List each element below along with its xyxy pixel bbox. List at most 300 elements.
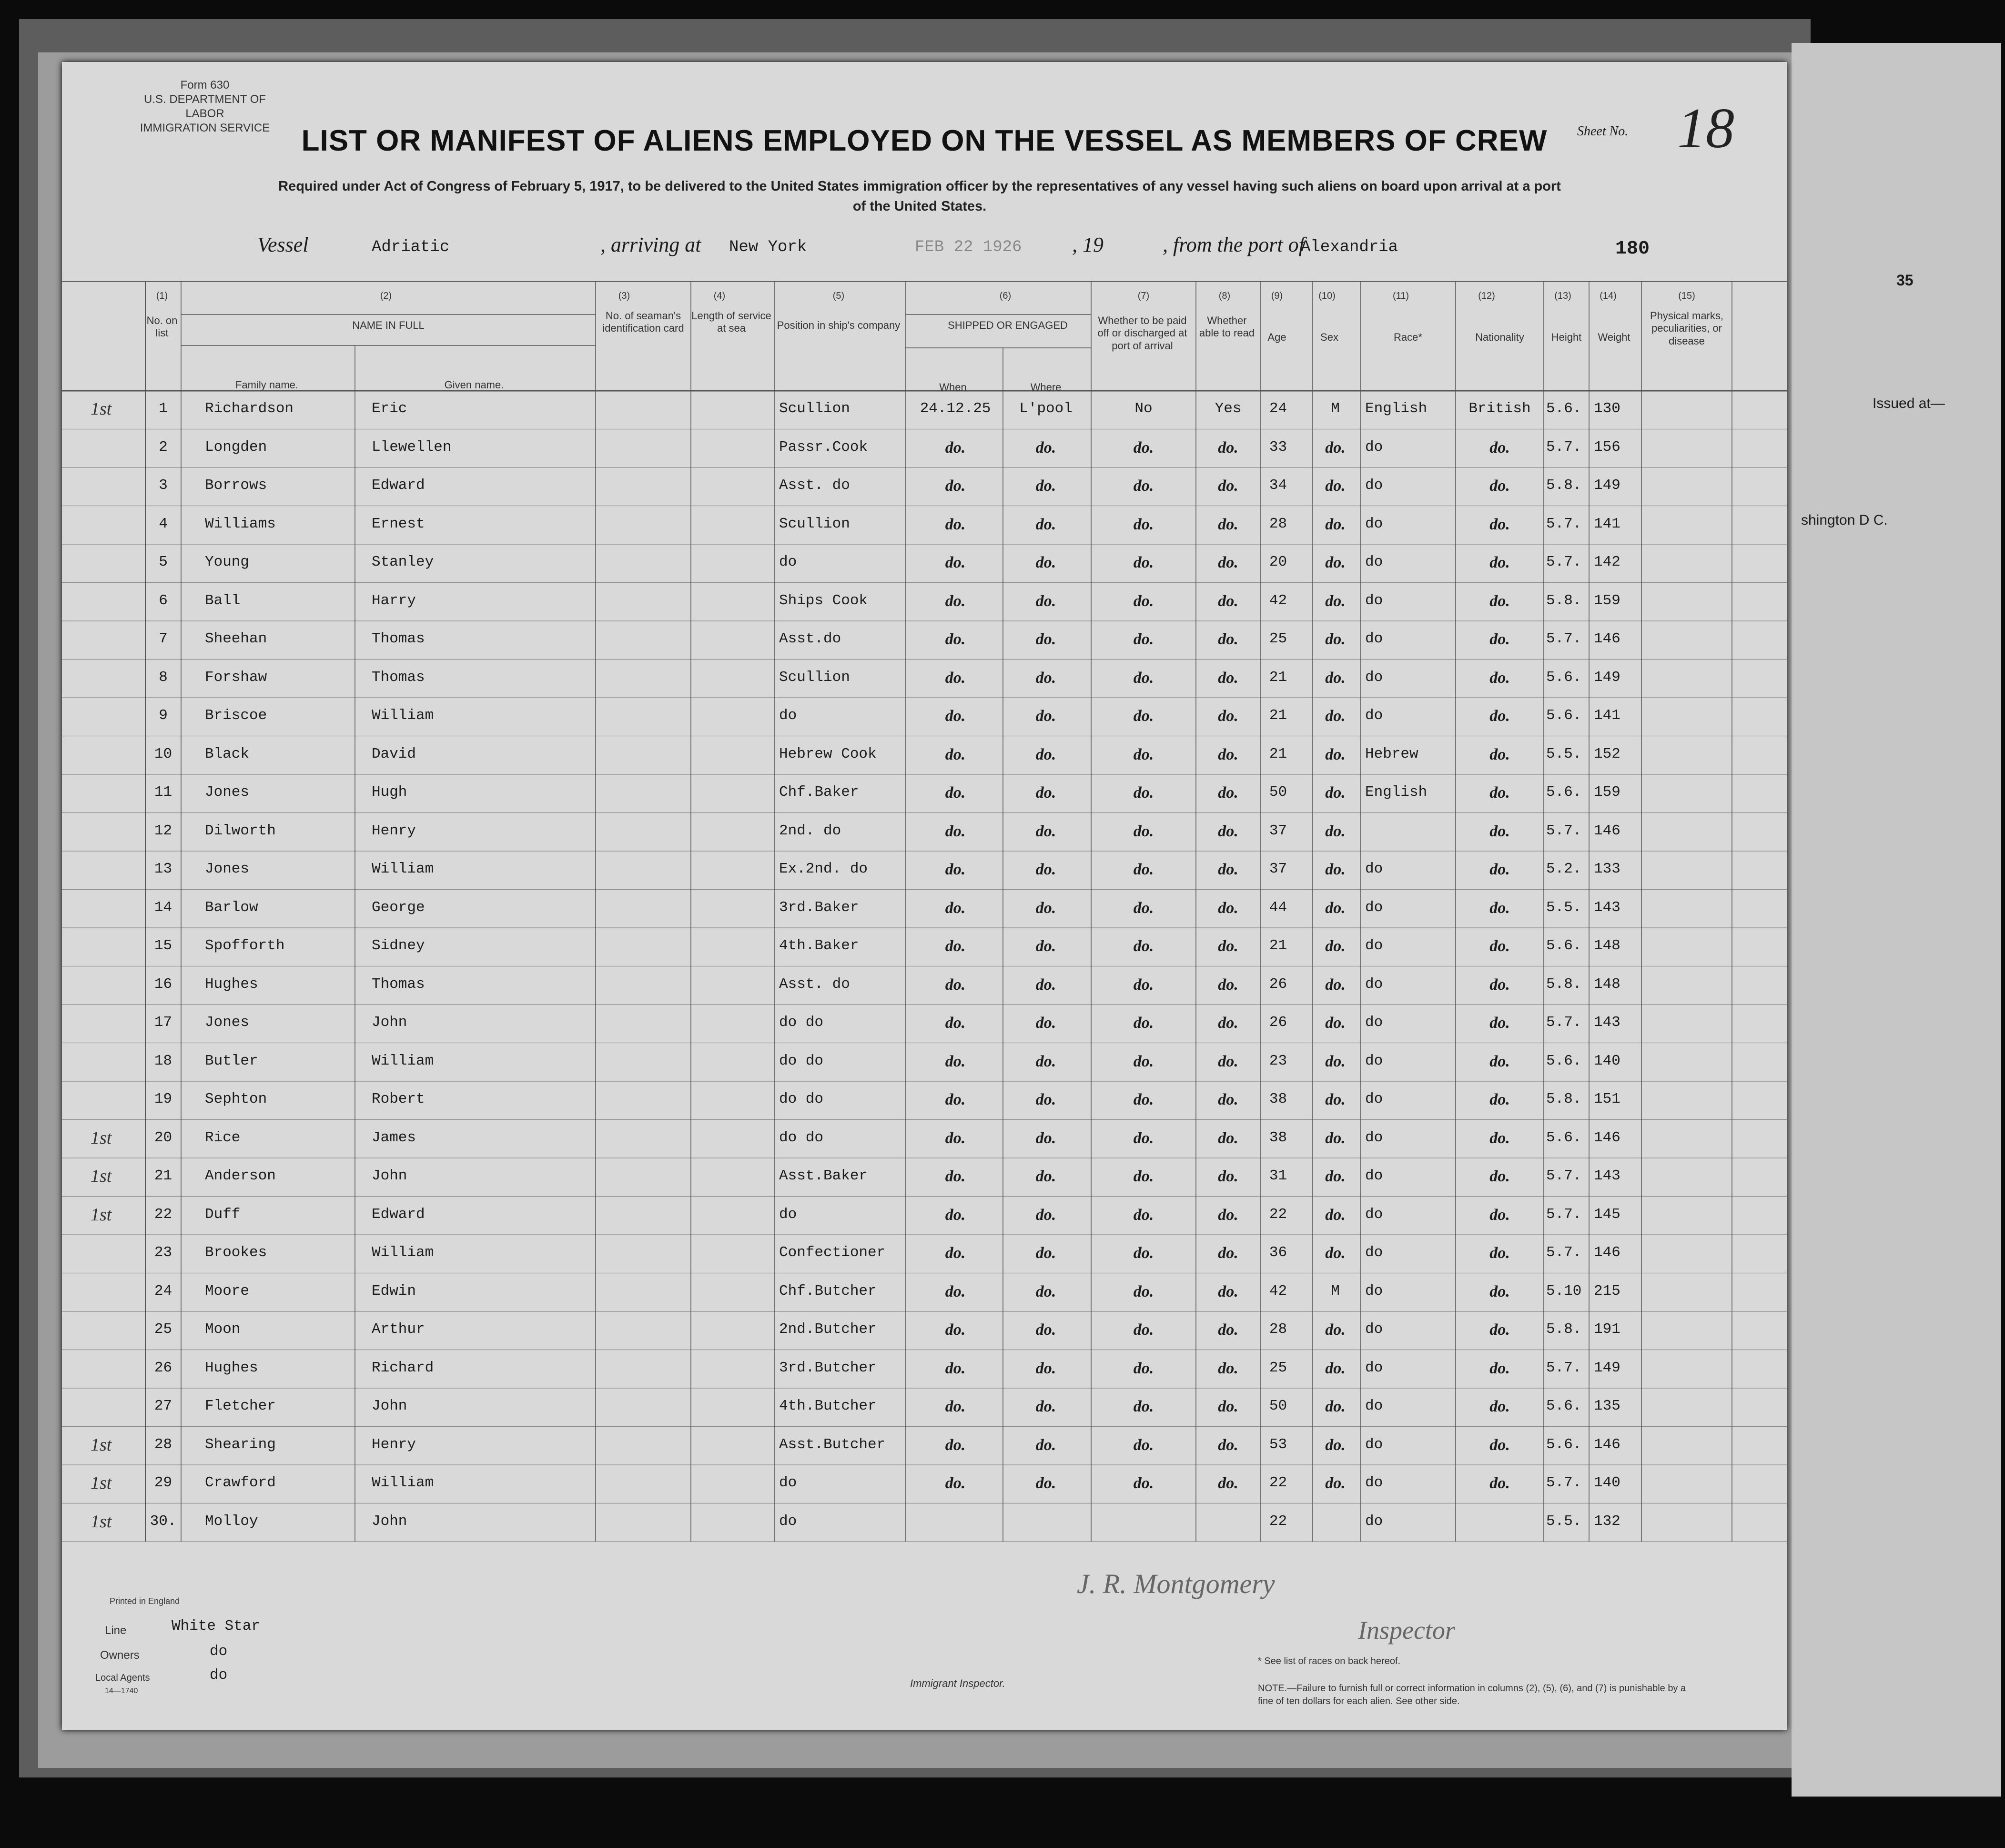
cell-paid-off: do. xyxy=(1133,1398,1154,1415)
cell-age: 21 xyxy=(1269,707,1287,724)
cell-when: do. xyxy=(945,1129,966,1147)
cell-paid-off: do. xyxy=(1133,477,1154,495)
cell-given: George xyxy=(372,899,425,916)
cell-given: Llewellen xyxy=(372,438,452,456)
cell-weight: 156 xyxy=(1594,438,1620,456)
cell-no: 19 xyxy=(154,1091,172,1107)
cell-no: 3 xyxy=(159,477,168,494)
cell-age: 53 xyxy=(1269,1436,1287,1453)
cell-where: do. xyxy=(1035,515,1056,533)
cell-position: Confectioner xyxy=(779,1244,886,1261)
cell-sex: do. xyxy=(1325,1091,1346,1108)
cell-no: 10 xyxy=(154,745,172,762)
cell-race: do xyxy=(1365,1282,1383,1300)
cell-nationality: do. xyxy=(1489,1282,1510,1300)
cell-when: do. xyxy=(945,477,966,495)
col2-number: (2) xyxy=(380,291,392,301)
cell-given: Sidney xyxy=(372,937,425,954)
cell-nationality: do. xyxy=(1489,1359,1510,1377)
cell-position: Asst.Butcher xyxy=(779,1436,886,1453)
manifest-sheet xyxy=(62,62,1787,1730)
col-when-header: When xyxy=(939,381,967,393)
cell-read: do. xyxy=(1218,1052,1238,1070)
cell-race: do xyxy=(1365,1474,1383,1491)
cell-position: 4th.Baker xyxy=(779,937,859,954)
cell-nationality: do. xyxy=(1489,822,1510,840)
race-note: * See list of races on back hereof. xyxy=(1258,1656,1401,1666)
cell-read: do. xyxy=(1218,1129,1238,1147)
cell-weight: 146 xyxy=(1594,1244,1620,1261)
cell-nationality: do. xyxy=(1489,784,1510,802)
cell-sex: do. xyxy=(1325,1052,1346,1070)
cell-height: 5.6. xyxy=(1546,1398,1582,1414)
cell-family: Barlow xyxy=(205,899,258,916)
cell-sex: M xyxy=(1331,400,1340,417)
cell-position: Ex.2nd. do xyxy=(779,861,868,877)
cell-nationality: do. xyxy=(1489,477,1510,495)
cell-age: 44 xyxy=(1269,899,1287,916)
cell-no: 15 xyxy=(154,937,172,954)
col-service-header: Length of service at sea xyxy=(691,310,771,335)
cell-family: Forshaw xyxy=(205,669,267,686)
cell-no: 11 xyxy=(154,784,172,801)
cell-paid-off: do. xyxy=(1133,1052,1154,1070)
cell-race: do xyxy=(1365,861,1383,877)
cell-nationality: do. xyxy=(1489,937,1510,955)
cell-age: 22 xyxy=(1269,1513,1287,1530)
cell-no: 12 xyxy=(154,822,172,839)
cell-age: 21 xyxy=(1269,669,1287,686)
cell-age: 22 xyxy=(1269,1206,1287,1223)
cell-height: 5.6. xyxy=(1546,400,1582,417)
cell-given: John xyxy=(372,1398,407,1414)
cell-read: do. xyxy=(1218,1321,1238,1339)
cell-read: do. xyxy=(1218,1014,1238,1032)
cell-family: Dilworth xyxy=(205,822,276,839)
signature-title: Inspector xyxy=(1358,1616,1455,1645)
cell-weight: 148 xyxy=(1594,937,1620,954)
cell-read: do. xyxy=(1218,1168,1238,1185)
cell-given: Henry xyxy=(372,1436,416,1453)
cell-paid-off: do. xyxy=(1133,1474,1154,1492)
cell-race: do xyxy=(1365,1052,1383,1069)
col4-number: (4) xyxy=(713,291,726,301)
cell-where: do. xyxy=(1035,630,1056,648)
cell-race: do xyxy=(1365,477,1383,494)
year-label: , 19 xyxy=(1072,233,1104,256)
cell-no: 23 xyxy=(154,1244,172,1261)
cell-given: John xyxy=(372,1014,407,1031)
margin-note: 1st xyxy=(91,1204,112,1225)
cell-paid-off: do. xyxy=(1133,554,1154,571)
cell-age: 22 xyxy=(1269,1474,1287,1491)
cell-sex: do. xyxy=(1325,1168,1346,1185)
cell-where: do. xyxy=(1035,1129,1056,1147)
cell-family: Longden xyxy=(205,438,267,456)
cell-family: Crawford xyxy=(205,1474,276,1491)
cell-position: do do xyxy=(779,1129,824,1146)
cell-height: 5.7. xyxy=(1546,1206,1582,1223)
cell-family: Jones xyxy=(205,861,250,877)
cell-where: do. xyxy=(1035,1091,1056,1108)
cell-height: 5.8. xyxy=(1546,1321,1582,1338)
cell-when: do. xyxy=(945,592,966,610)
cell-position: Passr.Cook xyxy=(779,438,868,456)
cell-weight: 143 xyxy=(1594,899,1620,916)
cell-nationality: do. xyxy=(1489,1474,1510,1492)
cell-no: 1 xyxy=(159,400,168,417)
cell-when: do. xyxy=(945,899,966,917)
cell-read: do. xyxy=(1218,1206,1238,1224)
cell-where: do. xyxy=(1035,1244,1056,1262)
cell-nationality: do. xyxy=(1489,438,1510,457)
cell-given: William xyxy=(372,1244,434,1261)
cell-race: do xyxy=(1365,630,1383,647)
cell-weight: 159 xyxy=(1594,592,1620,609)
cell-height: 5.5. xyxy=(1546,745,1582,762)
cell-when: do. xyxy=(945,784,966,802)
cell-read: do. xyxy=(1218,630,1238,648)
cell-when: do. xyxy=(945,975,966,994)
col13-number: (13) xyxy=(1554,291,1571,301)
cell-age: 36 xyxy=(1269,1244,1287,1261)
cell-when: do. xyxy=(945,1052,966,1070)
cell-age: 21 xyxy=(1269,745,1287,762)
cell-family: Briscoe xyxy=(205,707,267,724)
cell-given: John xyxy=(372,1513,407,1530)
col12-number: (12) xyxy=(1478,291,1495,301)
cell-height: 5.7. xyxy=(1546,822,1582,839)
cell-read: do. xyxy=(1218,1436,1238,1454)
cell-family: Ball xyxy=(205,592,241,609)
cell-paid-off: do. xyxy=(1133,1168,1154,1185)
cell-read: do. xyxy=(1218,861,1238,878)
cell-read: do. xyxy=(1218,1244,1238,1262)
cell-family: Butler xyxy=(205,1052,258,1069)
cell-paid-off: do. xyxy=(1133,1321,1154,1339)
cell-where: do. xyxy=(1035,438,1056,457)
cell-where: do. xyxy=(1035,1474,1056,1492)
cell-sex: do. xyxy=(1325,975,1346,994)
cell-when: do. xyxy=(945,937,966,955)
cell-no: 5 xyxy=(159,554,168,570)
cell-paid-off: do. xyxy=(1133,899,1154,917)
inspector-caption: Immigrant Inspector. xyxy=(910,1677,1005,1689)
col-paidoff-header: Whether to be paid off or discharged at port of arrival xyxy=(1097,315,1187,352)
cell-position: Asst. do xyxy=(779,477,850,494)
adjacent-page-number: 35 xyxy=(1896,272,1914,289)
cell-given: Edward xyxy=(372,477,425,494)
cell-weight: 140 xyxy=(1594,1052,1620,1069)
cell-position: Asst. do xyxy=(779,975,850,993)
owners-label: Owners xyxy=(100,1649,140,1662)
col9-number: (9) xyxy=(1271,291,1283,301)
cell-where: do. xyxy=(1035,1398,1056,1415)
cell-height: 5.7. xyxy=(1546,630,1582,647)
cell-age: 20 xyxy=(1269,554,1287,570)
cell-height: 5.8. xyxy=(1546,1091,1582,1107)
cell-where: do. xyxy=(1035,937,1056,955)
cell-weight: 148 xyxy=(1594,975,1620,993)
cell-where: do. xyxy=(1035,822,1056,840)
cell-where: do. xyxy=(1035,745,1056,763)
cell-position: 3rd.Butcher xyxy=(779,1359,877,1376)
cell-position: Asst.do xyxy=(779,630,841,647)
cell-when: do. xyxy=(945,1398,966,1415)
cell-height: 5.6. xyxy=(1546,784,1582,801)
cell-given: William xyxy=(372,861,434,877)
cell-height: 5.6. xyxy=(1546,1052,1582,1069)
cell-height: 5.6. xyxy=(1546,1129,1582,1146)
cell-no: 26 xyxy=(154,1359,172,1376)
cell-when: do. xyxy=(945,438,966,457)
cell-age: 31 xyxy=(1269,1168,1287,1184)
cell-paid-off: do. xyxy=(1133,1436,1154,1454)
cell-weight: 146 xyxy=(1594,822,1620,839)
cell-sex: do. xyxy=(1325,1129,1346,1147)
cell-no: 29 xyxy=(154,1474,172,1491)
cell-when: do. xyxy=(945,861,966,878)
agents-value: do xyxy=(210,1667,228,1684)
cell-when: 24.12.25 xyxy=(920,400,991,417)
adjacent-page xyxy=(1792,43,2001,1797)
cell-family: Richardson xyxy=(205,400,294,417)
cell-position: do xyxy=(779,707,797,724)
cell-race: do xyxy=(1365,592,1383,609)
cell-sex: do. xyxy=(1325,1436,1346,1454)
cell-where: do. xyxy=(1035,1359,1056,1377)
col-height-header: Height xyxy=(1551,331,1582,343)
cell-height: 5.7. xyxy=(1546,1474,1582,1491)
cell-no: 2 xyxy=(159,438,168,456)
cell-given: Ernest xyxy=(372,515,425,532)
cell-weight: 142 xyxy=(1594,554,1620,570)
cell-sex: do. xyxy=(1325,899,1346,917)
line-value: White Star xyxy=(172,1618,261,1635)
cell-family: Hughes xyxy=(205,975,258,993)
agents-label: Local Agents xyxy=(95,1673,150,1683)
cell-position: Asst.Baker xyxy=(779,1168,868,1184)
cell-race: do xyxy=(1365,669,1383,686)
cell-weight: 215 xyxy=(1594,1282,1620,1300)
col-shipped-header: SHIPPED OR ENGAGED xyxy=(948,319,1068,331)
col-age-header: Age xyxy=(1267,331,1286,343)
cell-race: do xyxy=(1365,1129,1383,1146)
cell-weight: 152 xyxy=(1594,745,1620,762)
col15-number: (15) xyxy=(1678,291,1695,301)
cell-height: 5.7. xyxy=(1546,1014,1582,1031)
col-nationality-header: Nationality xyxy=(1475,331,1524,343)
col-no-header: No. on list xyxy=(146,315,178,339)
cell-height: 5.7. xyxy=(1546,554,1582,570)
cell-nationality: do. xyxy=(1489,745,1510,763)
vessel-name: Adriatic xyxy=(372,238,450,256)
cell-weight: 149 xyxy=(1594,477,1620,494)
cell-family: Fletcher xyxy=(205,1398,276,1414)
col-weight-header: Weight xyxy=(1598,331,1630,343)
page-title: LIST OR MANIFEST OF ALIENS EMPLOYED ON THE VESSEL AS MEMBERS OF CREW xyxy=(301,124,1548,157)
cell-height: 5.6. xyxy=(1546,1436,1582,1453)
cell-weight: 135 xyxy=(1594,1398,1620,1414)
cell-where: do. xyxy=(1035,784,1056,802)
cell-age: 50 xyxy=(1269,784,1287,801)
cell-height: 5.6. xyxy=(1546,707,1582,724)
cell-read: do. xyxy=(1218,1359,1238,1377)
cell-nationality: do. xyxy=(1489,1321,1510,1339)
margin-note: 1st xyxy=(91,399,112,419)
cell-no: 16 xyxy=(154,975,172,993)
cell-family: Borrows xyxy=(205,477,267,494)
col5-number: (5) xyxy=(832,291,845,301)
cell-height: 5.8. xyxy=(1546,592,1582,609)
cell-read: do. xyxy=(1218,707,1238,725)
cell-given: Stanley xyxy=(372,554,434,570)
cell-height: 5.7. xyxy=(1546,438,1582,456)
cell-race: do xyxy=(1365,707,1383,724)
cell-sex: do. xyxy=(1325,630,1346,648)
col8-number: (8) xyxy=(1218,291,1231,301)
cell-sex: do. xyxy=(1325,822,1346,840)
cell-paid-off: do. xyxy=(1133,784,1154,802)
cell-when: do. xyxy=(945,707,966,725)
cell-family: Sheehan xyxy=(205,630,267,647)
cell-race: do xyxy=(1365,1321,1383,1338)
cell-no: 7 xyxy=(159,630,168,647)
cell-where: do. xyxy=(1035,1436,1056,1454)
cell-nationality: do. xyxy=(1489,899,1510,917)
cell-height: 5.8. xyxy=(1546,477,1582,494)
cell-where: do. xyxy=(1035,899,1056,917)
cell-paid-off: do. xyxy=(1133,822,1154,840)
inspector-signature: J. R. Montgomery xyxy=(1077,1568,1275,1599)
departure-port: Alexandria xyxy=(1301,238,1398,256)
cell-when: do. xyxy=(945,822,966,840)
cell-nationality: British xyxy=(1468,400,1531,417)
cell-age: 24 xyxy=(1269,400,1287,417)
margin-note: 1st xyxy=(91,1166,112,1186)
sheet-number: 18 xyxy=(1677,96,1734,160)
margin-note: 1st xyxy=(91,1511,112,1532)
cell-position: do do xyxy=(779,1091,824,1107)
cell-race: do xyxy=(1365,1244,1383,1261)
cell-no: 18 xyxy=(154,1052,172,1069)
cell-where: do. xyxy=(1035,554,1056,571)
cell-height: 5.8. xyxy=(1546,975,1582,993)
cell-where: do. xyxy=(1035,1282,1056,1300)
cell-read: Yes xyxy=(1215,400,1242,417)
cell-sex: do. xyxy=(1325,1014,1346,1032)
adjacent-page-issued: Issued at— xyxy=(1873,396,1945,411)
cell-paid-off: do. xyxy=(1133,937,1154,955)
cell-when: do. xyxy=(945,669,966,687)
cell-family: Rice xyxy=(205,1129,241,1146)
col-read-header: Whether able to read xyxy=(1199,315,1255,339)
cell-no: 20 xyxy=(154,1129,172,1146)
cell-when: do. xyxy=(945,1436,966,1454)
cell-paid-off: No xyxy=(1134,400,1153,417)
cell-where: do. xyxy=(1035,669,1056,687)
cell-read: do. xyxy=(1218,1474,1238,1492)
cell-nationality: do. xyxy=(1489,592,1510,610)
cell-position: Scullion xyxy=(779,400,850,417)
service: IMMIGRATION SERVICE xyxy=(140,122,270,134)
cell-no: 22 xyxy=(154,1206,172,1223)
cell-race: do xyxy=(1365,1513,1383,1530)
cell-read: do. xyxy=(1218,937,1238,955)
col6-number: (6) xyxy=(999,291,1012,301)
department: U.S. DEPARTMENT OF LABOR xyxy=(143,93,266,120)
cell-paid-off: do. xyxy=(1133,1014,1154,1032)
cell-when: do. xyxy=(945,1359,966,1377)
cell-age: 50 xyxy=(1269,1398,1287,1414)
cell-no: 8 xyxy=(159,669,168,686)
cell-given: Thomas xyxy=(372,669,425,686)
cell-when: do. xyxy=(945,1244,966,1262)
cell-weight: 149 xyxy=(1594,1359,1620,1376)
cell-nationality: do. xyxy=(1489,669,1510,687)
cell-sex: do. xyxy=(1325,1321,1346,1339)
margin-note: 1st xyxy=(91,1127,112,1148)
cell-paid-off: do. xyxy=(1133,438,1154,457)
cell-no: 30. xyxy=(150,1513,177,1530)
cell-family: Hughes xyxy=(205,1359,258,1376)
cell-sex: do. xyxy=(1325,784,1346,802)
cell-paid-off: do. xyxy=(1133,1244,1154,1262)
cell-weight: 133 xyxy=(1594,861,1620,877)
col1-number: (1) xyxy=(156,291,168,301)
cell-family: Shearing xyxy=(205,1436,276,1453)
cell-paid-off: do. xyxy=(1133,669,1154,687)
cell-family: Sephton xyxy=(205,1091,267,1107)
cell-given: Richard xyxy=(372,1359,434,1376)
col3-number: (3) xyxy=(618,291,630,301)
cell-read: do. xyxy=(1218,554,1238,571)
cell-weight: 141 xyxy=(1594,515,1620,532)
cell-paid-off: do. xyxy=(1133,745,1154,763)
cell-position: 3rd.Baker xyxy=(779,899,859,916)
cell-sex: do. xyxy=(1325,1359,1346,1377)
list-number: 180 xyxy=(1615,238,1650,260)
cell-family: Molloy xyxy=(205,1513,258,1530)
cell-race: do xyxy=(1365,899,1383,916)
cell-sex: do. xyxy=(1325,1398,1346,1415)
cell-weight: 141 xyxy=(1594,707,1620,724)
cell-family: Duff xyxy=(205,1206,241,1223)
cell-age: 37 xyxy=(1269,861,1287,877)
cell-race: do xyxy=(1365,1206,1383,1223)
cell-read: do. xyxy=(1218,438,1238,457)
col14-number: (14) xyxy=(1600,291,1617,301)
cell-race: do xyxy=(1365,1398,1383,1414)
cell-when: do. xyxy=(945,1206,966,1224)
cell-no: 21 xyxy=(154,1168,172,1184)
cell-height: 5.7. xyxy=(1546,1359,1582,1376)
cell-weight: 159 xyxy=(1594,784,1620,801)
vessel-label: Vessel xyxy=(257,233,309,256)
cell-weight: 132 xyxy=(1594,1513,1620,1530)
cell-read: do. xyxy=(1218,899,1238,917)
col-idcard-header: No. of seaman's identification card xyxy=(602,310,684,335)
cell-read: do. xyxy=(1218,592,1238,610)
cell-age: 23 xyxy=(1269,1052,1287,1069)
cell-read: do. xyxy=(1218,477,1238,495)
cell-age: 37 xyxy=(1269,822,1287,839)
cell-nationality: do. xyxy=(1489,1129,1510,1147)
cell-when: do. xyxy=(945,1282,966,1300)
cell-sex: do. xyxy=(1325,745,1346,763)
cell-age: 42 xyxy=(1269,592,1287,609)
cell-race: English xyxy=(1365,400,1428,417)
